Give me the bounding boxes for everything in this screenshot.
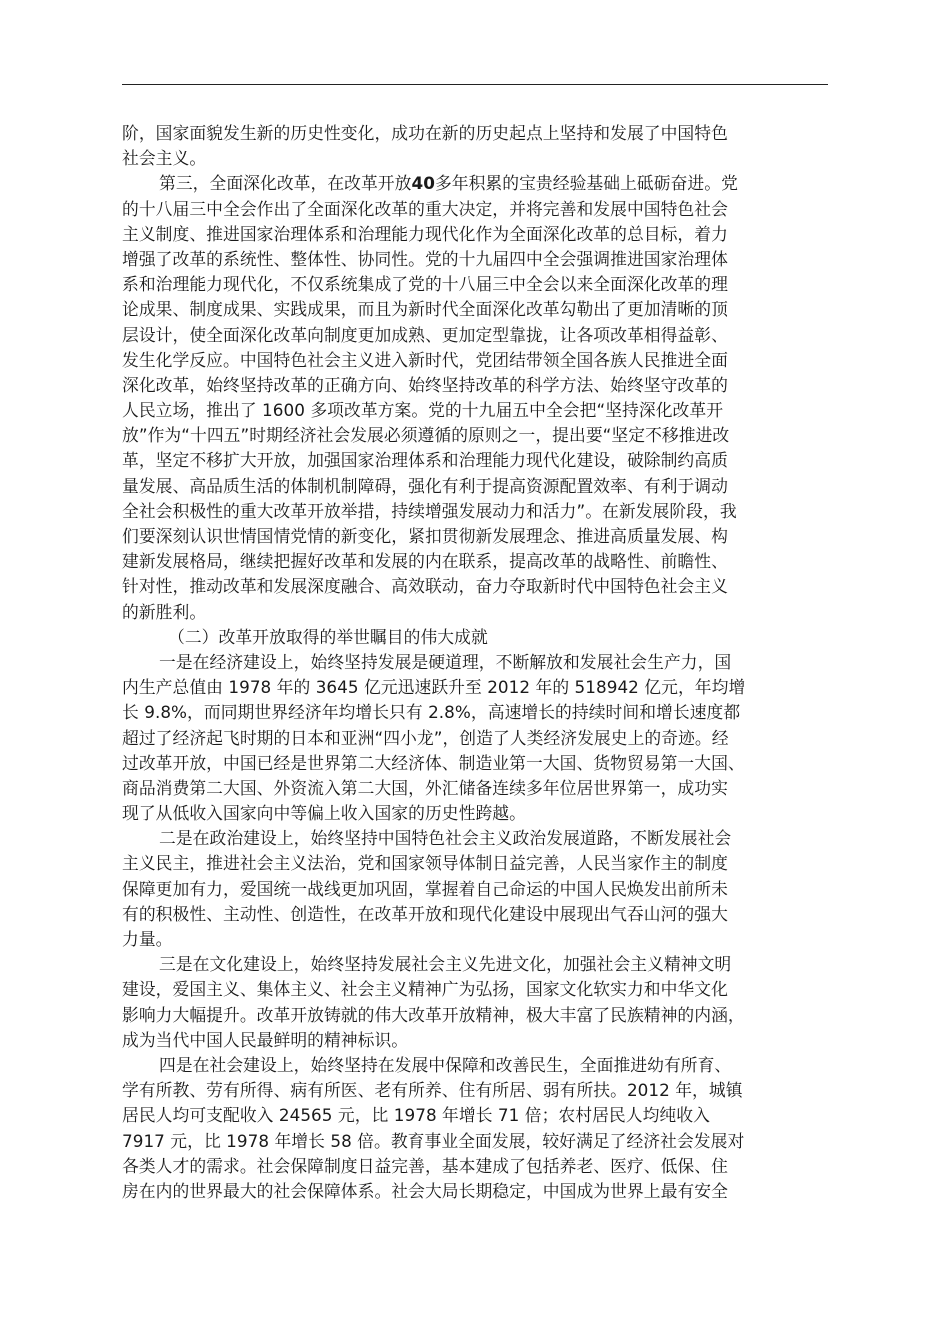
text-line: 一是在经济建设上，始终坚持发展是硬道理，不断解放和发展社会生产力，国 [159,651,732,672]
text-line: 们要深刻认识世情国情党情的新变化，紧扣贯彻新发展理念、推进高质量发展、构 [122,526,728,546]
paragraph [122,1053,830,1204]
text-line: 阶，国家面貌发生新的历史性变化，成功在新的历史起点上坚持和发展了中国特色 [122,123,728,143]
text-line: 成为当代中国人民最鲜明的精神标识。 [122,1029,409,1050]
document-body [122,121,830,1204]
text-line: 增强了改革的系统性、整体性、协同性。党的十九届四中全会强调推进国家治理体 [122,248,728,269]
paragraph [122,952,830,1053]
text-line: 现了从低收入国家向中等偏上收入国家的历史性跨越。 [122,803,526,824]
text-line: 保障更加有力，爱国统一战线更加巩固，掌握着自己命运的中国人民焕发出前所未 [122,878,728,899]
section-heading [122,625,830,650]
text-line: 过改革开放，中国已经是世界第二大经济体、制造业第一大国、货物贸易第一大国、 [122,752,745,773]
text-line: 二是在政治建设上，始终坚持中国特色社会主义政治发展道路，不断发展社会 [159,828,732,849]
text-line: 发生化学反应。中国特色社会主义进入新时代，党团结带领全国各族人民推进全面 [122,349,728,370]
paragraph [122,826,830,952]
text-line: 层设计，使全面深化改革向制度更加成熟、更加定型靠拢，让各项改革相得益彰、 [122,324,728,345]
text-line: 的十八届三中全会作出了全面深化改革的重大决定，并将完善和发展中国特色社会 [122,198,728,219]
text-line: 系和治理能力现代化，不仅系统集成了党的十八届三中全会以来全面深化改革的理 [122,274,728,295]
text-line: 人民立场，推出了 1600 多项改革方案。党的十九届五中全会把“坚持深化改革开 [122,400,724,421]
text-line: 三是在文化建设上，始终坚持发展社会主义先进文化，加强社会主义精神文明 [159,954,732,975]
text-line: 第三，全面深化改革，在改革开放40多年积累的宝贵经验基础上砥砺奋进。党 [159,173,738,194]
text-line: （二）改革开放取得的举世瞩目的伟大成就 [168,626,488,647]
text-line: 影响力大幅提升。改革开放铸就的伟大改革开放精神，极大丰富了民族精神的内涵， [122,1004,745,1025]
text-line: 超过了经济起飞时期的日本和亚洲“四小龙”，创造了人类经济发展史上的奇迹。经 [122,727,729,748]
header-rule [122,84,828,85]
text-line: 社会主义。 [122,148,207,169]
text-line: 的新胜利。 [122,601,207,622]
text-line: 7917 元，比 1978 年增长 58 倍。教育事业全面发展，较好满足了经济社会发展对 [122,1130,745,1151]
text-line: 内生产总值由 1978 年的 3645 亿元迅速跃升至 2012 年的 518942 亿元，年均增 [122,677,746,698]
text-line: 量发展、高品质生活的体制机制障碍，强化有利于提高资源配置效率、有利于调动 [122,475,728,496]
text-line: 建新发展格局，继续把握好改革和发展的内在联系，提高改革的战略性、前瞻性、 [122,551,728,572]
text-line: 放”作为“十四五”时期经济社会发展必须遵循的原则之一，提出要“坚定不移推进改 [122,425,730,446]
text-line: 力量。 [122,929,173,949]
text-line: 论成果、制度成果、实践成果，而且为新时代全面深化改革勾勒出了更加清晰的顶 [122,299,728,320]
text-line: 革，坚定不移扩大开放，加强国家治理体系和治理能力现代化建设，破除制约高质 [122,450,728,471]
text-line: 全社会积极性的重大改革开放举措，持续增强发展动力和活力”。在新发展阶段，我 [122,500,737,521]
text-line: 主义民主，推进社会主义法治，党和国家领导体制日益完善，人民当家作主的制度 [122,853,728,874]
text-line: 各类人才的需求。社会保障制度日益完善，基本建成了包括养老、医疗、低保、住 [122,1155,728,1176]
paragraph [122,650,830,826]
text-line: 房在内的世界最大的社会保障体系。社会大局长期稳定，中国成为世界上最有安全 [122,1180,728,1201]
text-line: 居民人均可支配收入 24565 元，比 1978 年增长 71 倍；农村居民人均纯收入 [122,1105,710,1126]
text-line: 学有所教、劳有所得、病有所医、老有所养、住有所居、弱有所扶。2012 年，城镇 [122,1080,743,1101]
text-line: 有的积极性、主动性、创造性，在改革开放和现代化建设中展现出气吞山河的强大 [122,903,728,924]
paragraph [122,171,830,624]
text-line: 深化改革，始终坚持改革的正确方向、始终坚持改革的科学方法、始终坚守改革的 [122,374,728,395]
text-line: 建设，爱国主义、集体主义、社会主义精神广为弘扬，国家文化软实力和中华文化 [122,979,728,1000]
text-line: 长 9.8%，而同期世界经济年均增长只有 2.8%，高速增长的持续时间和增长速度都 [122,702,741,723]
text-line: 商品消费第二大国、外资流入第二大国，外汇储备连续多年位居世界第一，成功实 [122,777,728,798]
text-line: 针对性，推动改革和发展深度融合、高效联动，奋力夺取新时代中国特色社会主义 [122,576,728,597]
text-line: 主义制度、推进国家治理体系和治理能力现代化作为全面深化改革的总目标，着力 [122,223,728,244]
paragraph [122,121,830,171]
text-line: 四是在社会建设上，始终坚持在发展中保障和改善民生，全面推进幼有所育、 [159,1054,732,1075]
